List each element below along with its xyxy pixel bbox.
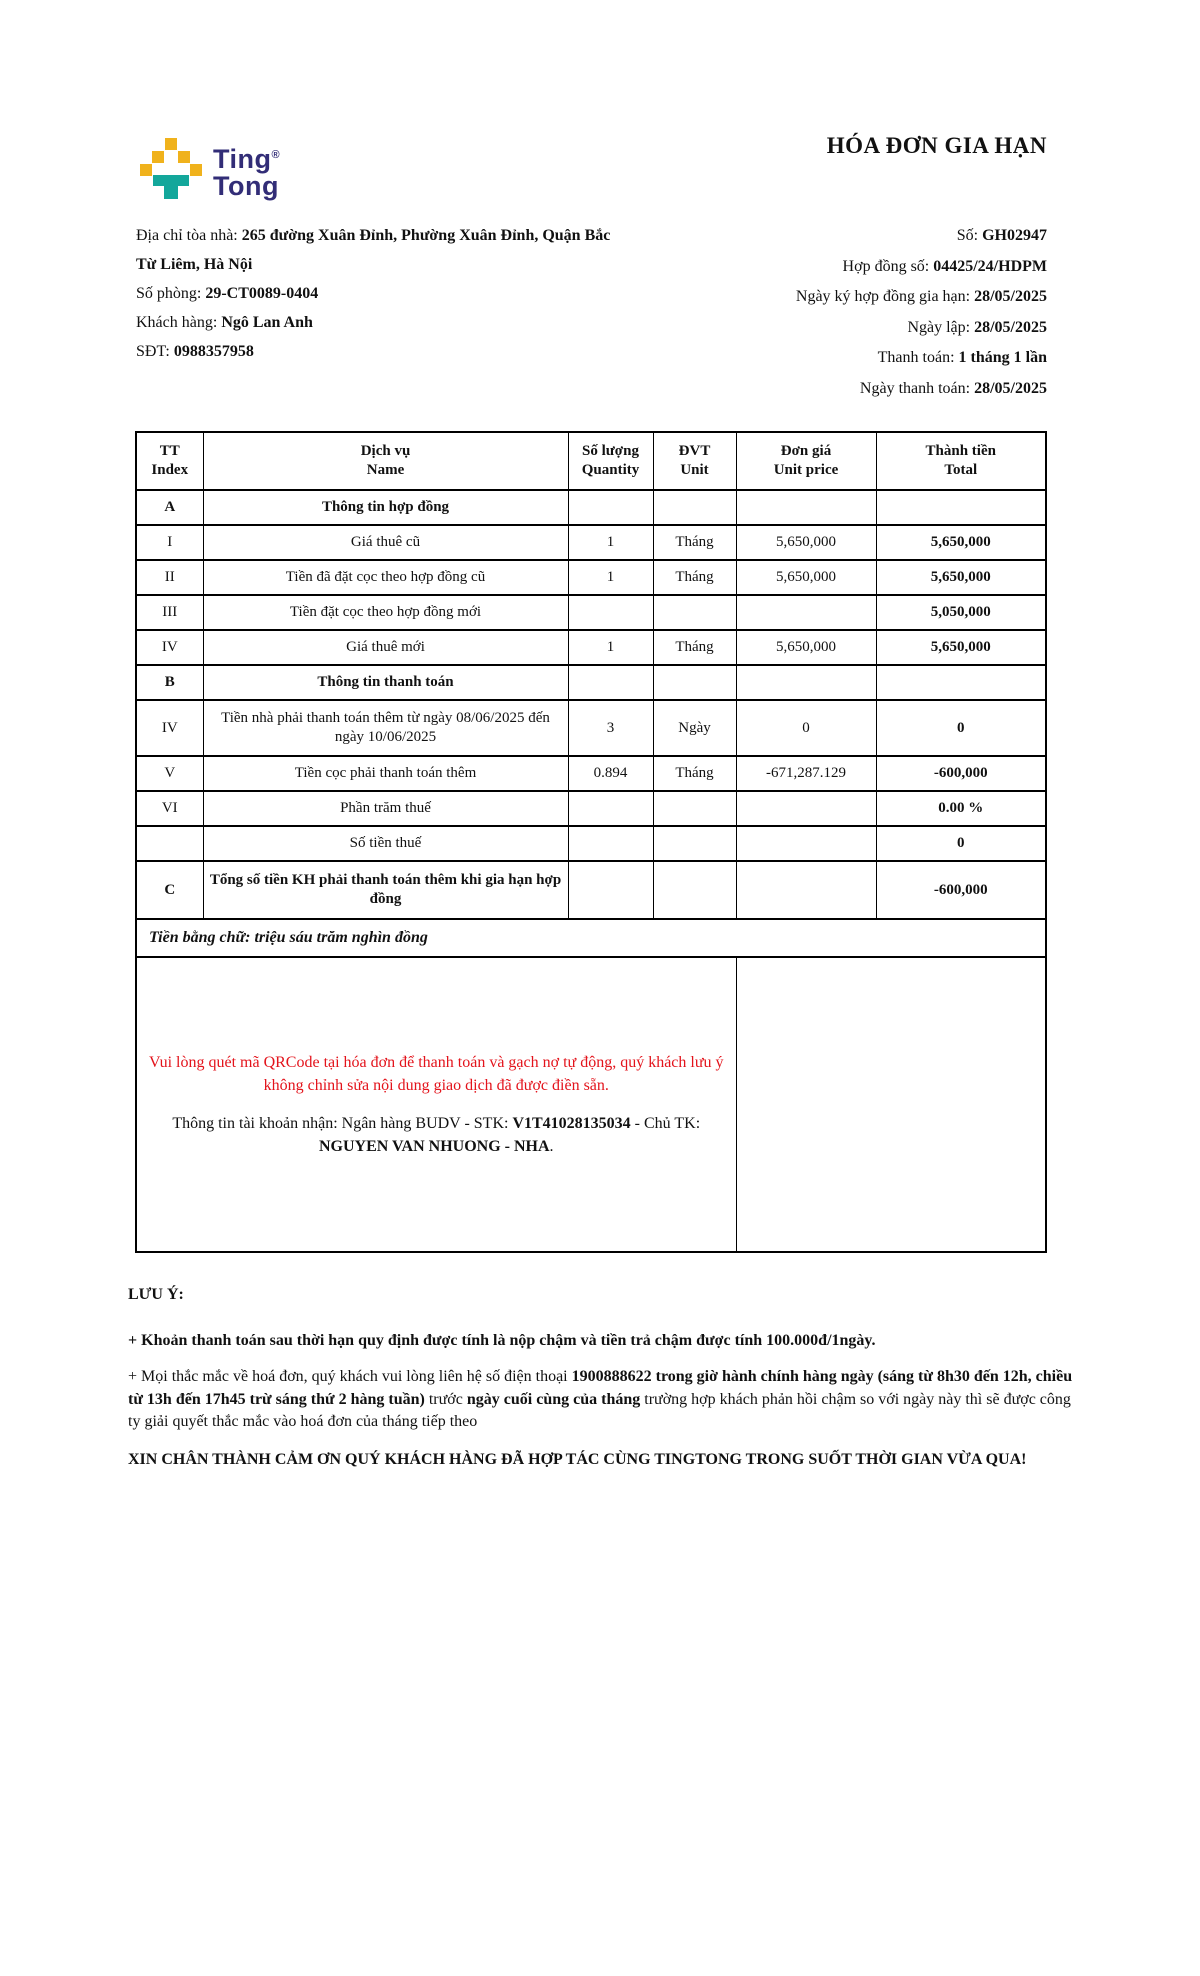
table-row — [136, 826, 1046, 861]
row-name: Tổng số tiền KH phải thanh toán thêm khi gia hạn hợp đồng — [203, 861, 568, 919]
tingtong-logo-icon — [140, 138, 202, 200]
hotline-note: + Mọi thắc mắc về hoá đơn, quý khách vui lòng liên hệ số điện thoại 1900888622 trong giờ hành chính hàng ngày (sáng từ 8h30 đến 12h, chiều từ 13h đến 17h45 trừ sáng thứ 2 hàng tuần) trước ngày cuối cùng của tháng trường hợp khách phản hồi chậm so với ngày này thì sẽ được công ty giải quyết thắc mắc vào hoá đơn của tháng tiếp theo — [128, 1368, 1073, 1430]
sign-date-line — [587, 282, 1047, 313]
row-total — [876, 490, 1046, 525]
row-unit-price: 5,650,000 — [736, 560, 876, 595]
row-total: 0 — [876, 700, 1046, 756]
payment-date-value: 28/05/2025 — [974, 379, 1047, 397]
qr-code-area — [736, 957, 1046, 1252]
row-name: Tiền đặt cọc theo hợp đồng mới — [203, 595, 568, 630]
issue-date-line — [587, 313, 1047, 344]
row-total: -600,000 — [876, 861, 1046, 919]
row-name: Giá thuê mới — [203, 630, 568, 665]
building-address-line — [136, 221, 611, 279]
row-total: 5,650,000 — [876, 630, 1046, 665]
table-row — [136, 630, 1046, 665]
row-unit — [653, 595, 736, 630]
payment-date-label: Ngày thanh toán: — [859, 379, 975, 397]
invoice-number-line — [587, 221, 1047, 252]
row-index: I — [136, 525, 203, 560]
logo-line2: Tong — [213, 171, 279, 201]
row-quantity: 1 — [568, 630, 653, 665]
notes-heading: LƯU Ý: — [128, 1286, 184, 1303]
table-row — [136, 560, 1046, 595]
customer-info-block — [136, 221, 611, 366]
col-header-total: Thành tiền Total — [876, 432, 1046, 490]
invoice-info-block — [587, 221, 1047, 404]
row-total: 0 — [876, 826, 1046, 861]
building-address-label: Địa chỉ tòa nhà: — [136, 227, 242, 244]
row-name: Thông tin thanh toán — [203, 665, 568, 700]
table-row — [136, 861, 1046, 919]
table-row — [136, 791, 1046, 826]
col-header-unit-price: Đơn giá Unit price — [736, 432, 876, 490]
row-unit-price — [736, 861, 876, 919]
row-unit-price: 0 — [736, 700, 876, 756]
payment-note-row — [136, 957, 1046, 1252]
phone-value: 0988357958 — [173, 343, 254, 360]
table-row — [136, 756, 1046, 791]
late-payment-note: + Khoản thanh toán sau thời hạn quy định được tính là nộp chậm và tiền trả chậm được tính 100.000đ/1ngày. — [128, 1332, 876, 1349]
tingtong-logo-wordmark — [213, 138, 280, 200]
sign-date-value: 28/05/2025 — [974, 288, 1047, 305]
table-row — [136, 525, 1046, 560]
contract-number-label: Hợp đồng số: — [842, 257, 934, 275]
sign-date-label: Ngày ký hợp đồng gia hạn: — [795, 288, 975, 305]
row-index: III — [136, 595, 203, 630]
payment-cycle-value: 1 tháng 1 lần — [958, 349, 1047, 366]
invoice-table-body — [136, 490, 1046, 919]
row-total: 0.00 % — [876, 791, 1046, 826]
row-name: Giá thuê cũ — [203, 525, 568, 560]
invoice-number-value: GH02947 — [982, 227, 1047, 244]
row-unit-price — [736, 826, 876, 861]
row-index — [136, 826, 203, 861]
row-unit-price — [736, 791, 876, 826]
invoice-table — [135, 431, 1047, 1253]
row-total — [876, 665, 1046, 700]
bank-account-note: Thông tin tài khoản nhận: Ngân hàng BUDV - STK: V1T41028135034 - Chủ TK: NGUYEN VAN NHUONG - NHA. — [172, 1115, 701, 1155]
amount-in-words: Tiền bằng chữ: triệu sáu trăm nghìn đồng — [136, 919, 1046, 957]
row-name: Số tiền thuế — [203, 826, 568, 861]
row-unit — [653, 791, 736, 826]
row-name: Tiền đã đặt cọc theo hợp đồng cũ — [203, 560, 568, 595]
row-total: 5,050,000 — [876, 595, 1046, 630]
payment-cycle-line — [587, 343, 1047, 374]
row-index: A — [136, 490, 203, 525]
row-total: 5,650,000 — [876, 560, 1046, 595]
row-unit: Tháng — [653, 630, 736, 665]
payment-cycle-label: Thanh toán: — [877, 349, 959, 366]
table-row — [136, 700, 1046, 756]
row-unit-price: 5,650,000 — [736, 630, 876, 665]
room-number-label: Số phòng: — [136, 285, 206, 302]
contract-number-line — [587, 252, 1047, 283]
row-quantity: 1 — [568, 560, 653, 595]
invoice-table-header — [136, 432, 1046, 490]
row-index: II — [136, 560, 203, 595]
row-quantity — [568, 665, 653, 700]
row-unit-price — [736, 595, 876, 630]
row-index: IV — [136, 630, 203, 665]
row-quantity — [568, 826, 653, 861]
issue-date-label: Ngày lập: — [907, 318, 975, 336]
thank-you-note: XIN CHÂN THÀNH CẢM ƠN QUÝ KHÁCH HÀNG ĐÃ HỢP TÁC CÙNG TINGTONG TRONG SUỐT THỜI GIAN VỪA QUA! — [128, 1450, 1027, 1468]
invoice-number-label: Số: — [956, 227, 983, 244]
customer-name-label: Khách hàng: — [136, 314, 222, 331]
contract-number-value: 04425/24/HDPM — [933, 257, 1047, 275]
payment-note-cell — [136, 957, 736, 1252]
row-unit-price — [736, 665, 876, 700]
row-quantity — [568, 791, 653, 826]
row-index: V — [136, 756, 203, 791]
row-unit — [653, 826, 736, 861]
row-unit-price: 5,650,000 — [736, 525, 876, 560]
col-header-name: Dịch vụ Name — [203, 432, 568, 490]
document-title: HÓA ĐƠN GIA HẠN — [826, 133, 1047, 158]
row-unit: Tháng — [653, 525, 736, 560]
phone-line — [136, 337, 611, 366]
payment-date-line — [587, 374, 1047, 405]
row-total: -600,000 — [876, 756, 1046, 791]
table-row — [136, 665, 1046, 700]
table-row — [136, 490, 1046, 525]
issue-date-value: 28/05/2025 — [974, 318, 1047, 336]
row-quantity — [568, 490, 653, 525]
row-unit: Tháng — [653, 756, 736, 791]
customer-name-value: Ngô Lan Anh — [221, 314, 313, 331]
row-name: Phần trăm thuế — [203, 791, 568, 826]
table-row — [136, 595, 1046, 630]
customer-name-line — [136, 308, 611, 337]
row-index: C — [136, 861, 203, 919]
row-unit-price: -671,287.129 — [736, 756, 876, 791]
row-unit — [653, 490, 736, 525]
phone-label: SĐT: — [136, 343, 174, 360]
col-header-unit: ĐVT Unit — [653, 432, 736, 490]
amount-in-words-row — [136, 919, 1046, 957]
building-address-value: 265 đường Xuân Đỉnh, Phường Xuân Đỉnh, Quận Bắc Từ Liêm, Hà Nội — [136, 227, 611, 273]
row-total: 5,650,000 — [876, 525, 1046, 560]
registered-mark: ® — [271, 149, 281, 161]
room-number-line — [136, 279, 611, 308]
tingtong-logo — [140, 138, 280, 200]
col-header-quantity: Số lượng Quantity — [568, 432, 653, 490]
room-number-value: 29-CT0089-0404 — [205, 285, 319, 302]
row-index: B — [136, 665, 203, 700]
row-index: IV — [136, 700, 203, 756]
row-unit — [653, 861, 736, 919]
col-header-index: TT Index — [136, 432, 203, 490]
row-name: Thông tin hợp đồng — [203, 490, 568, 525]
row-name: Tiền nhà phải thanh toán thêm từ ngày 08/06/2025 đến ngày 10/06/2025 — [203, 700, 568, 756]
row-unit — [653, 665, 736, 700]
row-name: Tiền cọc phải thanh toán thêm — [203, 756, 568, 791]
row-quantity: 3 — [568, 700, 653, 756]
logo-line1: Ting — [213, 144, 272, 174]
row-quantity: 0.894 — [568, 756, 653, 791]
row-unit: Ngày — [653, 700, 736, 756]
row-unit: Tháng — [653, 560, 736, 595]
row-index: VI — [136, 791, 203, 826]
row-unit-price — [736, 490, 876, 525]
row-quantity: 1 — [568, 525, 653, 560]
row-quantity — [568, 861, 653, 919]
footer-notes — [128, 1286, 1078, 1471]
row-quantity — [568, 595, 653, 630]
qr-payment-note: Vui lòng quét mã QRCode tại hóa đơn để thanh toán và gạch nợ tự động, quý khách lưu ý không chỉnh sửa nội dung giao dịch đã được điền sẵn. — [148, 1054, 724, 1094]
